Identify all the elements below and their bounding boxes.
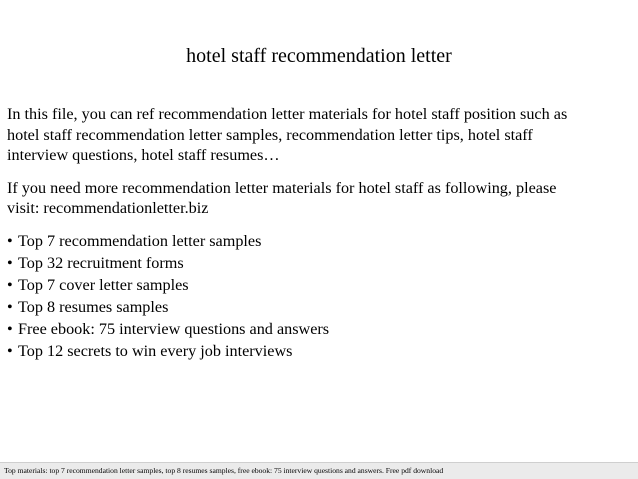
bullet-icon: •: [7, 275, 13, 294]
bullet-icon: •: [7, 231, 13, 250]
bullet-icon: •: [7, 253, 13, 272]
intro-line: interview questions, hotel staff resumes…: [7, 146, 280, 164]
list-item-label: Top 8 resumes samples: [18, 297, 169, 316]
intro-line: In this file, you can ref recommendation letter materials for hotel staff position such as: [7, 105, 568, 123]
bullet-icon: •: [7, 297, 13, 316]
more-line-visit: visit: recommendationletter.biz: [7, 199, 209, 217]
list-item: [7, 253, 633, 274]
page-title: hotel staff recommendation letter: [186, 45, 452, 67]
list-item-label: Top 12 secrets to win every job interviews: [18, 341, 293, 360]
list-item: [7, 341, 633, 362]
list-item: [7, 231, 633, 252]
list-item-label: Top 7 cover letter samples: [18, 275, 189, 294]
bullet-icon: •: [7, 341, 13, 360]
intro-paragraph: [7, 104, 633, 166]
more-paragraph: [7, 178, 633, 219]
list-item: [7, 297, 633, 318]
list-item-label: Top 32 recruitment forms: [18, 253, 184, 272]
bullet-list: [7, 231, 633, 362]
list-item: [7, 275, 633, 296]
slide-body: [7, 104, 633, 363]
intro-line: hotel staff recommendation letter samples, recommendation letter tips, hotel staff: [7, 125, 533, 144]
footer-bar: [0, 462, 638, 479]
more-line: If you need more recommendation letter materials for hotel staff as following, please: [7, 178, 557, 197]
list-item: [7, 319, 633, 340]
bullet-icon: •: [7, 319, 13, 338]
list-item-label: Top 7 recommendation letter samples: [18, 231, 262, 250]
footer-text: Top materials: top 7 recommendation letter samples, top 8 resumes samples, free ebook: 75 interview questions and answers. Free pdf download: [4, 466, 444, 475]
list-item-label: Free ebook: 75 interview questions and answers: [18, 319, 330, 338]
